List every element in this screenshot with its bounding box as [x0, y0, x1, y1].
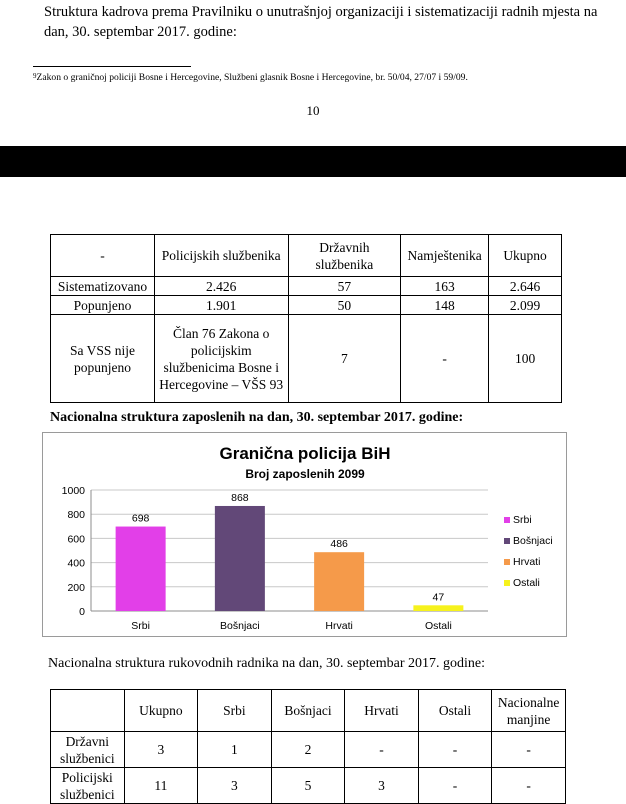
- table-cell: 100: [489, 315, 562, 403]
- data-label: 868: [231, 491, 249, 504]
- table-cell: 2.646: [489, 277, 562, 296]
- table-cell: 2: [271, 732, 345, 768]
- employees-chart: [42, 432, 567, 637]
- table-row: [51, 732, 566, 768]
- table-header-row: [51, 235, 562, 277]
- footnote-text: Zakon o graničnoj policiji Bosne i Hercegovine, Službeni glasnik Bosne i Hercegovine, br. 50/04, 27/07 i 59/09.: [36, 72, 468, 83]
- table-header-row: [51, 690, 566, 732]
- table-cell: -: [492, 768, 566, 804]
- table-header-cell: [51, 690, 125, 732]
- legend-swatch: [504, 559, 510, 565]
- table-row: [51, 768, 566, 804]
- table-cell: 3: [124, 732, 198, 768]
- table-row: [51, 315, 562, 403]
- bar: [314, 552, 364, 611]
- legend-label: Bošnjaci: [513, 535, 553, 547]
- y-tick-label: 200: [67, 581, 85, 594]
- y-tick-label: 0: [79, 606, 85, 618]
- bar: [116, 527, 166, 611]
- table-cell: Sistematizovano: [51, 277, 155, 296]
- chart-title: Granična policija BiH: [219, 444, 391, 463]
- y-tick-label: 400: [67, 557, 85, 570]
- page-break-bar: [0, 146, 626, 177]
- page-number: 10: [306, 103, 320, 118]
- table-row: [51, 296, 562, 315]
- bar: [413, 605, 463, 611]
- table-cell: Član 76 Zakona o policijskim službenicima Bosne i Hercegovine – VŠS 93: [154, 315, 288, 403]
- y-tick-label: 800: [67, 509, 85, 522]
- x-tick-label: Bošnjaci: [220, 620, 260, 632]
- table-header-cell: Policijskih službenika: [154, 235, 288, 277]
- legend-swatch: [504, 538, 510, 544]
- table-header-cell: Bošnjaci: [271, 690, 345, 732]
- data-label: 486: [330, 538, 348, 551]
- table-header-cell: Ostali: [418, 690, 492, 732]
- table-cell: 7: [288, 315, 401, 403]
- table-cell: Policijski službenici: [51, 768, 125, 804]
- bar: [215, 506, 265, 611]
- table-row: [51, 277, 562, 296]
- footnote-mark: 9: [33, 72, 37, 80]
- intro-paragraph: Struktura kadrova prema Pravilniku o unutrašnjoj organizaciji i sistematizaciji radnih mjesta na dan, 30. septembar 2017. godine:: [44, 4, 598, 40]
- table-cell: -: [418, 732, 492, 768]
- table-cell: 5: [271, 768, 345, 804]
- chart-subtitle: Broj zaposlenih 2099: [245, 467, 365, 481]
- table-header-cell: Ukupno: [124, 690, 198, 732]
- staff-structure-table: [50, 234, 562, 403]
- legend-label: Srbi: [513, 514, 532, 526]
- y-tick-label: 600: [67, 533, 85, 546]
- data-label: 698: [131, 512, 150, 525]
- table-cell: 57: [288, 277, 401, 296]
- footnote-divider: [33, 66, 191, 67]
- table-cell: 3: [198, 768, 271, 804]
- table-cell: 163: [401, 277, 489, 296]
- x-tick-label: Srbi: [131, 620, 150, 632]
- chart-canvas: [43, 433, 568, 638]
- table-cell: -: [418, 768, 492, 804]
- management-heading: Nacionalna struktura rukovodnih radnika na dan, 30. septembar 2017. godine:: [48, 656, 485, 671]
- legend-label: Hrvati: [513, 556, 541, 568]
- footnote: [33, 72, 613, 84]
- table-cell: 2.426: [154, 277, 288, 296]
- legend-label: Ostali: [513, 577, 540, 589]
- table-cell: Popunjeno: [51, 296, 155, 315]
- table-header-cell: -: [51, 235, 155, 277]
- legend-swatch: [504, 580, 510, 586]
- x-tick-label: Hrvati: [325, 620, 353, 632]
- table-cell: 3: [345, 768, 419, 804]
- table-cell: 11: [124, 768, 198, 804]
- y-tick-label: 1000: [61, 485, 85, 497]
- data-label: 47: [432, 591, 445, 604]
- table-header-cell: Namještenika: [401, 235, 489, 277]
- table-header-cell: Državnih službenika: [288, 235, 401, 277]
- table-header-cell: Hrvati: [345, 690, 419, 732]
- x-tick-label: Ostali: [424, 620, 452, 632]
- table-header-cell: Nacionalne manjine: [492, 690, 566, 732]
- table-cell: -: [492, 732, 566, 768]
- table-cell: -: [401, 315, 489, 403]
- management-structure-table: [50, 689, 566, 804]
- table-cell: 1.901: [154, 296, 288, 315]
- legend-swatch: [504, 517, 510, 523]
- table-cell: 148: [401, 296, 489, 315]
- table-header-cell: Srbi: [198, 690, 271, 732]
- chart-heading: Nacionalna struktura zaposlenih na dan, 30. septembar 2017. godine:: [50, 410, 464, 425]
- table-cell: -: [345, 732, 419, 768]
- table-cell: 50: [288, 296, 401, 315]
- table-cell: Sa VSS nije popunjeno: [51, 315, 155, 403]
- table-header-cell: Ukupno: [489, 235, 562, 277]
- table-cell: 2.099: [489, 296, 562, 315]
- table-cell: Državni službenici: [51, 732, 125, 768]
- table-cell: 1: [198, 732, 271, 768]
